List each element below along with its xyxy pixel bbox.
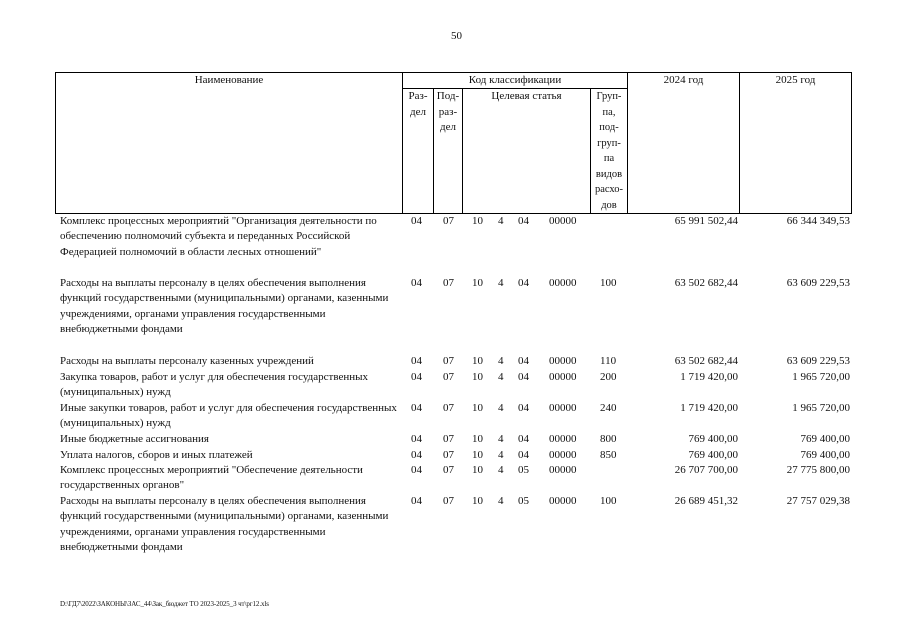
row-name: Уплата налогов, сборов и иных платежей bbox=[60, 449, 253, 461]
row-name: Закупка товаров, работ и услуг для обеспечения государственных (муниципальных) нужд bbox=[60, 371, 369, 399]
cell-subsection: 07 bbox=[443, 449, 454, 461]
cell-target-2: 4 bbox=[498, 433, 504, 445]
cell-group: 800 bbox=[600, 433, 617, 445]
cell-subsection: 07 bbox=[443, 495, 454, 507]
cell-group: 240 bbox=[600, 402, 617, 414]
cell-2025: 63 609 229,53 bbox=[786, 277, 850, 289]
cell-2025: 769 400,00 bbox=[800, 449, 850, 461]
cell-target-1: 10 bbox=[472, 495, 483, 507]
cell-group: 100 bbox=[600, 277, 617, 289]
cell-group: 100 bbox=[600, 495, 617, 507]
cell-target-2: 4 bbox=[498, 449, 504, 461]
header-name: Наименование bbox=[194, 74, 264, 86]
cell-target-1: 10 bbox=[472, 371, 483, 383]
cell-subsection: 07 bbox=[443, 277, 454, 289]
cell-section: 04 bbox=[411, 464, 422, 476]
cell-target-2: 4 bbox=[498, 371, 504, 383]
cell-2024: 1 719 420,00 bbox=[680, 402, 738, 414]
header-section: Раз- дел bbox=[408, 90, 428, 118]
cell-target-1: 10 bbox=[472, 355, 483, 367]
cell-subsection: 07 bbox=[443, 355, 454, 367]
cell-2024: 769 400,00 bbox=[688, 449, 738, 461]
cell-subsection: 07 bbox=[443, 433, 454, 445]
cell-target-4: 00000 bbox=[549, 215, 577, 227]
cell-target-3: 05 bbox=[518, 495, 529, 507]
cell-target-3: 04 bbox=[518, 371, 529, 383]
cell-target-1: 10 bbox=[472, 449, 483, 461]
header-target: Целевая статья bbox=[491, 90, 562, 102]
header-subsection: Под- раз- дел bbox=[436, 90, 460, 133]
cell-target-1: 10 bbox=[472, 277, 483, 289]
row-name: Комплекс процессных мероприятий "Организация деятельности по обеспечению полномочий субъекта и переданных Российской Федерацией полномочий в области лесных отношений" bbox=[60, 215, 377, 258]
cell-target-4: 00000 bbox=[549, 355, 577, 367]
cell-target-2: 4 bbox=[498, 277, 504, 289]
cell-target-4: 00000 bbox=[549, 371, 577, 383]
cell-2024: 26 707 700,00 bbox=[674, 464, 738, 476]
cell-target-3: 04 bbox=[518, 433, 529, 445]
cell-target-4: 00000 bbox=[549, 402, 577, 414]
cell-target-3: 05 bbox=[518, 464, 529, 476]
row-name: Иные закупки товаров, работ и услуг для обеспечения государственных (муниципальных) нужд bbox=[60, 402, 397, 430]
cell-target-3: 04 bbox=[518, 402, 529, 414]
header-2024: 2024 год bbox=[663, 74, 704, 86]
cell-target-4: 00000 bbox=[549, 277, 577, 289]
cell-section: 04 bbox=[411, 433, 422, 445]
cell-2025: 769 400,00 bbox=[800, 433, 850, 445]
cell-section: 04 bbox=[411, 449, 422, 461]
cell-2025: 27 775 800,00 bbox=[786, 464, 850, 476]
cell-target-2: 4 bbox=[498, 215, 504, 227]
cell-target-1: 10 bbox=[472, 433, 483, 445]
header-group: Груп- па, под- груп- па видов расхо- дов bbox=[594, 91, 624, 211]
cell-target-2: 4 bbox=[498, 402, 504, 414]
cell-target-3: 04 bbox=[518, 355, 529, 367]
page-number: 50 bbox=[451, 30, 462, 42]
cell-target-4: 00000 bbox=[549, 495, 577, 507]
cell-target-4: 00000 bbox=[549, 433, 577, 445]
cell-2025: 27 757 029,38 bbox=[786, 495, 850, 507]
cell-2024: 63 502 682,44 bbox=[674, 277, 738, 289]
cell-2024: 26 689 451,32 bbox=[674, 495, 738, 507]
cell-target-2: 4 bbox=[498, 495, 504, 507]
cell-subsection: 07 bbox=[443, 215, 454, 227]
row-name: Комплекс процессных мероприятий "Обеспечение деятельности государственных органов" bbox=[60, 464, 363, 492]
cell-group: 110 bbox=[600, 355, 617, 367]
cell-group: 850 bbox=[600, 449, 617, 461]
cell-2024: 1 719 420,00 bbox=[680, 371, 738, 383]
cell-2025: 63 609 229,53 bbox=[786, 355, 850, 367]
cell-target-2: 4 bbox=[498, 464, 504, 476]
cell-target-4: 00000 bbox=[549, 449, 577, 461]
cell-group: 200 bbox=[600, 371, 617, 383]
cell-target-3: 04 bbox=[518, 449, 529, 461]
row-name: Расходы на выплаты персоналу казенных учреждений bbox=[60, 355, 314, 367]
cell-target-3: 04 bbox=[518, 215, 529, 227]
cell-target-3: 04 bbox=[518, 277, 529, 289]
cell-target-2: 4 bbox=[498, 355, 504, 367]
header-2025: 2025 год bbox=[775, 74, 816, 86]
footer-path: D:\ГД7\2022\ЗАКОНЫ\ЗАС_44\Зак_бюджет ТО 2023-2025_3 чт\рг12.xls bbox=[60, 600, 269, 608]
cell-target-4: 00000 bbox=[549, 464, 577, 476]
cell-section: 04 bbox=[411, 215, 422, 227]
cell-section: 04 bbox=[411, 495, 422, 507]
cell-2025: 1 965 720,00 bbox=[792, 402, 850, 414]
cell-section: 04 bbox=[411, 371, 422, 383]
row-name: Расходы на выплаты персоналу в целях обеспечения выполнения функций государственными (муниципальными) органами, казенными учреждениями, органами управления государственными внебюджетными фондами bbox=[60, 495, 389, 554]
cell-2024: 65 991 502,44 bbox=[674, 215, 738, 227]
cell-target-1: 10 bbox=[472, 402, 483, 414]
cell-section: 04 bbox=[411, 277, 422, 289]
row-name: Иные бюджетные ассигнования bbox=[60, 433, 209, 445]
cell-subsection: 07 bbox=[443, 464, 454, 476]
cell-2025: 66 344 349,53 bbox=[786, 215, 850, 227]
cell-2024: 63 502 682,44 bbox=[674, 355, 738, 367]
header-classification: Код классификации bbox=[468, 74, 562, 86]
cell-subsection: 07 bbox=[443, 402, 454, 414]
cell-subsection: 07 bbox=[443, 371, 454, 383]
cell-target-1: 10 bbox=[472, 464, 483, 476]
cell-section: 04 bbox=[411, 355, 422, 367]
row-name: Расходы на выплаты персоналу в целях обеспечения выполнения функций государственными (муниципальными) органами, казенными учреждениями, органами управления государственными внебюджетными фондами bbox=[60, 277, 389, 336]
cell-2025: 1 965 720,00 bbox=[792, 371, 850, 383]
cell-section: 04 bbox=[411, 402, 422, 414]
cell-2024: 769 400,00 bbox=[688, 433, 738, 445]
cell-target-1: 10 bbox=[472, 215, 483, 227]
